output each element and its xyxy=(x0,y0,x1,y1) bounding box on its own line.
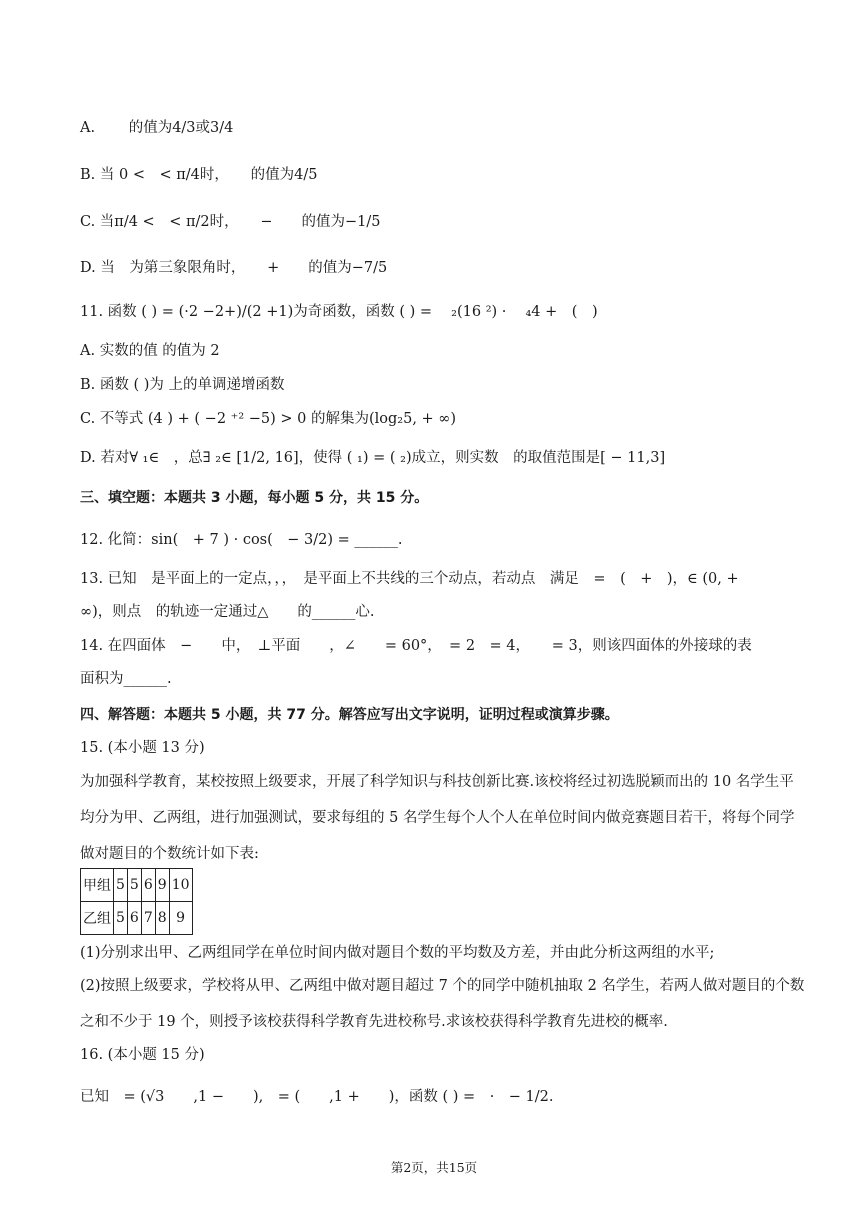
question-15-part2: (2)按照上级要求，学校将从甲、乙两组中做对题目超过 7 个的同学中随机抽取 2 名学生，若两人做对题目的个数之和不少于 19 个，则授予该校获得科学教育先进校称号.求该校获得科学教育先进校的概率. xyxy=(80,978,805,1030)
table-cell: 甲组 xyxy=(81,869,114,902)
table-cell: 5 xyxy=(114,902,128,935)
option-11b: B. 函数 ( )为 上的单调递增函数 xyxy=(80,377,285,393)
option-11a: A. 实数的值 的值为 2 xyxy=(80,343,220,359)
question-14-line1: 14. 在四面体 − 中， ⊥平面 ，∠ = 60°， = 2 = 4， = 3，则该四面体的外接球的表 xyxy=(80,638,752,654)
page-footer: 第2页，共15页 xyxy=(390,1160,478,1175)
table-cell: 6 xyxy=(127,902,141,935)
table-cell: 10 xyxy=(169,869,192,902)
table-cell: 5 xyxy=(114,869,128,902)
option-10d: D. 当 为第三象限角时， + 的值为−7/5 xyxy=(80,260,388,276)
question-12: 12. 化简：sin( + 7 ) · cos( − 3/2) = ______. xyxy=(80,532,403,548)
section-title-answer: 四、解答题：本题共 5 小题，共 77 分。解答应写出文字说明，证明过程或演算步骤。 xyxy=(80,707,619,723)
table-cell: 9 xyxy=(169,902,192,935)
question-15-header: 15. (本小题 13 分) xyxy=(80,740,205,756)
table-row xyxy=(81,869,193,902)
question-14-line2: 面积为______. xyxy=(80,671,172,687)
option-11c: C. 不等式 (4 ) + ( −2 ⁺² −5) > 0 的解集为(log₂5, + ∞) xyxy=(80,411,457,427)
question-13-line2: ∞)，则点 的轨迹一定通过△ 的______心. xyxy=(80,604,375,620)
table-cell: 6 xyxy=(141,869,155,902)
question-15-part1: (1)分别求出甲、乙两组同学在单位时间内做对题目个数的平均数及方差，并由此分析这两组的水平; xyxy=(80,945,715,961)
table-cell: 乙组 xyxy=(81,902,114,935)
option-10c: C. 当π/4 < < π/2时， − 的值为−1/5 xyxy=(80,214,381,230)
table-cell: 8 xyxy=(155,902,169,935)
section-title-fill-blank: 三、填空题：本题共 3 小题，每小题 5 分，共 15 分。 xyxy=(80,490,429,506)
question-16-body: 已知 = (√3 ,1 − ), = ( ,1 + )，函数 ( ) = · − 1/2. xyxy=(80,1089,554,1105)
table-cell: 9 xyxy=(155,869,169,902)
table-cell: 5 xyxy=(127,869,141,902)
question-16-header: 16. (本小题 15 分) xyxy=(80,1047,205,1063)
table-row xyxy=(81,902,193,935)
option-10b: B. 当 0 < < π/4时， 的值为4/5 xyxy=(80,167,318,183)
question-13-line1: 13. 已知 是平面上的一定点，，， 是平面上不共线的三个动点，若动点 满足 = ( + )，∈ (0, + xyxy=(80,571,739,587)
option-10a: A. 的值为4/3或3/4 xyxy=(80,120,234,136)
question-15-body: 为加强科学教育，某校按照上级要求，开展了科学知识与科技创新比赛.该校将经过初选脱颖而出的 10 名学生平均分为甲、乙两组，进行加强测试，要求每组的 5 名学生每个人个人在单位时间内做竞赛题目若干，将每个同学做对题目的个数统计如下表: xyxy=(80,774,795,862)
score-table xyxy=(80,868,193,935)
question-11-stem: 11. 函数 ( ) = (·2 −2+)/(2 +1)为奇函数，函数 ( ) = ₂(16 ²) · ₄4 + ( ) xyxy=(80,304,598,320)
table-cell: 7 xyxy=(141,902,155,935)
option-11d: D. 若对∀ ₁∈ ，总∃ ₂∈ [1/2, 16]，使得 ( ₁) = ( ₂)成立，则实数 的取值范围是[ − 11,3] xyxy=(80,450,666,466)
